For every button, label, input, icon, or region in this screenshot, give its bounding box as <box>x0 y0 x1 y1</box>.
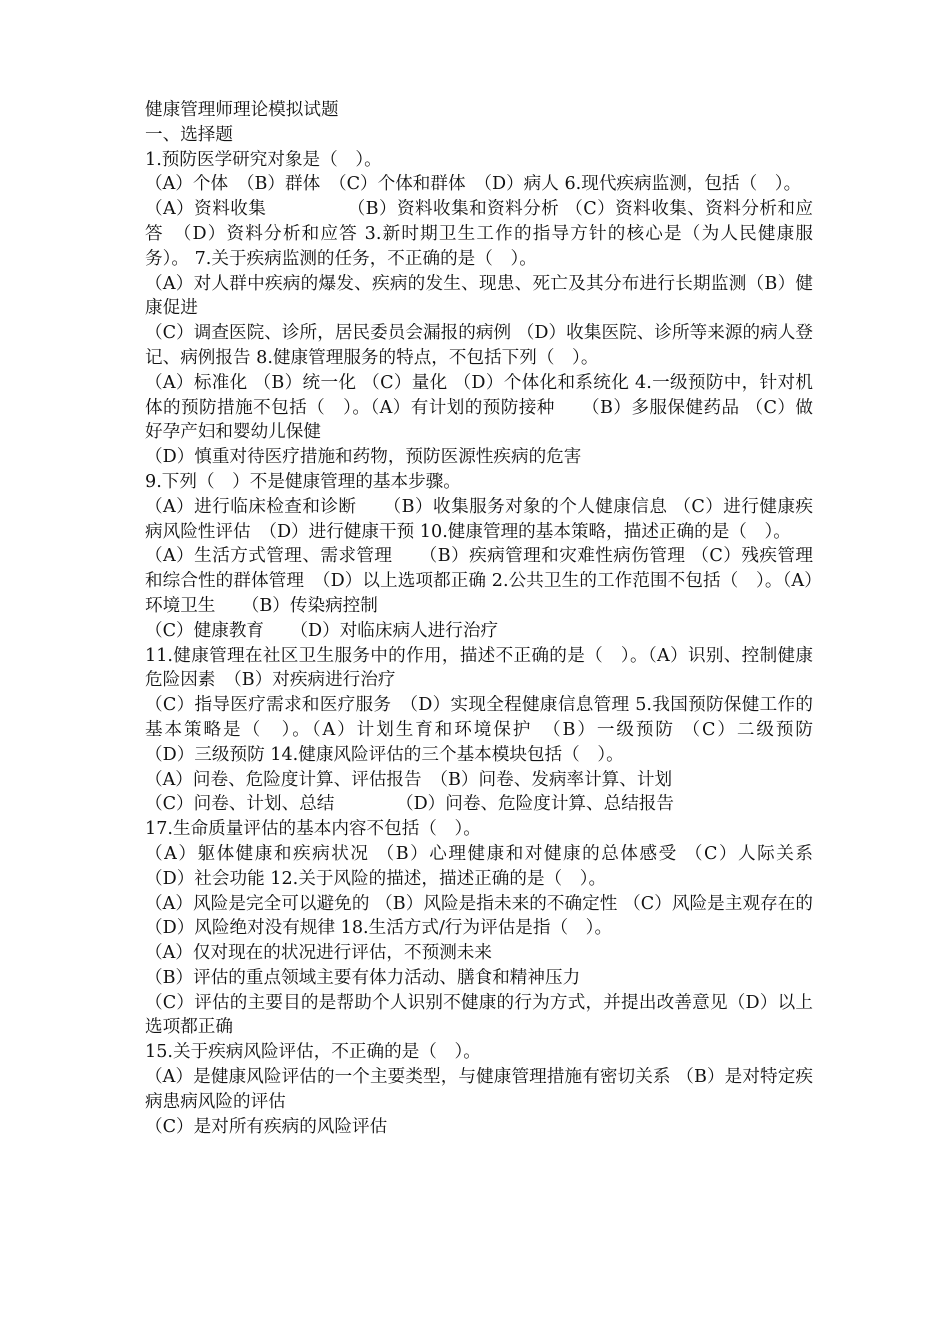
question-paragraph: （C）调查医院、诊所，居民委员会漏报的病例 （D）收集医院、诊所等来源的病人登记、病例报告 8.健康管理服务的特点，不包括下列（ ）。 <box>145 323 813 368</box>
question-paragraph: （C）健康教育 （D）对临床病人进行治疗 <box>145 620 499 641</box>
question-paragraph: （A）进行临床检查和诊断 （B）收集服务对象的个人健康信息 （C）进行健康疾病风险性评估 （D）进行健康干预 10.健康管理的基本策略，描述正确的是（ ）。 <box>145 496 813 542</box>
question-paragraph: （A）问卷、危险度计算、评估报告 （B）问卷、发病率计算、计划 <box>145 769 673 790</box>
question-paragraph: （A）资料收集 （B）资料收集和资料分析 （C）资料收集、资料分析和应答 （D）资料分析和应答 3.新时期卫生工作的指导方针的核心是（为人民健康服务）。 7.关于疾病监测的任务，不正确的是（ ）。 <box>145 199 813 269</box>
question-paragraph: （A）是健康风险评估的一个主要类型，与健康管理措施有密切关系 （B）是对特定疾病患病风险的评估 <box>145 1067 813 1112</box>
question-paragraph: （C）是对所有疾病的风险评估 <box>145 1116 388 1137</box>
question-paragraph: （A）风险是完全可以避免的 （B）风险是指未来的不确定性 （C）风险是主观存在的 （D）风险绝对没有规律 18.生活方式/行为评估是指（ ）。 <box>145 893 831 939</box>
question-paragraph: （A）躯体健康和疾病状况 （B）心理健康和对健康的总体感受 （C）人际关系 （D）社会功能 12.关于风险的描述，描述正确的是（ ）。 <box>145 843 849 889</box>
document-page <box>145 98 866 1139</box>
question-paragraph: （A）生活方式管理、需求管理 （B）疾病管理和灾难性病伤管理 （C）残疾管理和综合性的群体管理 （D）以上选项都正确 2.公共卫生的工作范围不包括（ ）。（A）环境卫生 （B）传染病控制 <box>145 546 813 616</box>
question-paragraph: （C）评估的主要目的是帮助个人识别不健康的行为方式，并提出改善意见（D）以上选项都正确 <box>145 992 813 1038</box>
question-paragraph: 9.下列（ ）不是健康管理的基本步骤。 <box>145 471 461 492</box>
question-paragraph: （A）个体 （B）群体 （C）个体和群体 （D）病人 6.现代疾病监测，包括（ ）。 <box>145 174 802 195</box>
document-title: 健康管理师理论模拟试题 <box>145 100 339 120</box>
question-paragraph: （D）慎重对待医疗措施和药物，预防医源性疾病的危害 <box>145 447 582 468</box>
question-paragraph: 17.生命质量评估的基本内容不包括（ ）。 <box>145 819 481 840</box>
question-paragraph: （C）指导医疗需求和医疗服务 （D）实现全程健康信息管理 5.我国预防保健工作的基本策略是（ ）。（A）计划生育和环境保护 （B）一级预防 （C）二级预防 （D）三级预防 14.健康风险评估的三个基本模块包括（ ）。 <box>145 695 866 765</box>
question-paragraph: 1.预防医学研究对象是（ ）。 <box>145 149 382 170</box>
question-paragraph: （A）仅对现在的状况进行评估，不预测未来 <box>145 943 492 964</box>
question-paragraph: （C）问卷、计划、总结 （D）问卷、危险度计算、总结报告 <box>145 794 674 815</box>
section-heading: 一、选择题 <box>145 124 233 145</box>
question-paragraph: 15.关于疾病风险评估，不正确的是（ ）。 <box>145 1042 481 1063</box>
question-paragraph: （A）标准化 （B）统一化 （C）量化 （D）个体化和系统化 4.一级预防中，针对机体的预防措施不包括（ ）。（A）有计划的预防接种 （B）多服保健药品 （C）做好孕产妇和婴幼儿保健 <box>145 372 813 443</box>
question-paragraph: （B）评估的重点领域主要有体力活动、膳食和精神压力 <box>145 967 581 988</box>
question-paragraph: 11.健康管理在社区卫生服务中的作用，描述不正确的是（ ）。（A）识别、控制健康危险因素 （B）对疾病进行治疗 <box>145 645 813 691</box>
question-paragraph: （A）对人群中疾病的爆发、疾病的发生、现患、死亡及其分布进行长期监测（B）健康促进 <box>145 273 813 319</box>
